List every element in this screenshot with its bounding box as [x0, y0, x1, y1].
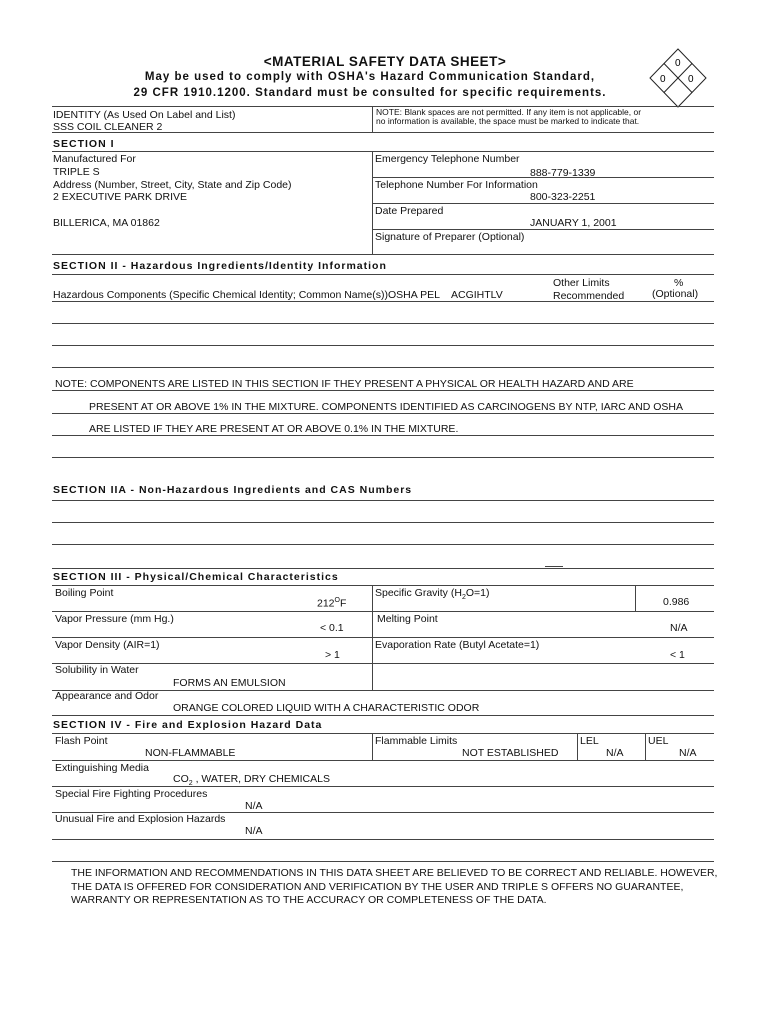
diamond-right-value: 0 [688, 74, 694, 85]
evaporation-rate-value: < 1 [670, 649, 685, 661]
emergency-value: 888-779-1339 [530, 167, 596, 179]
subtitle-line-2: 29 CFR 1910.1200. Standard must be consulted for specific requirements. [133, 87, 607, 99]
disclaimer-line-1: THE INFORMATION AND RECOMMENDATIONS IN THIS DATA SHEET ARE BELIEVED TO BE CORRECT AND RELIABLE. HOWEVER, [71, 867, 718, 879]
vapor-density-value: > 1 [325, 649, 340, 661]
appearance-value: ORANGE COLORED LIQUID WITH A CHARACTERISTIC ODOR [173, 702, 480, 714]
col-recommended-header: Recommended [553, 290, 625, 302]
special-procedures-label: Special Fire Fighting Procedures [55, 788, 208, 800]
special-procedures-value: N/A [245, 800, 263, 812]
col-optional-header: (Optional) [652, 288, 699, 300]
lel-value: N/A [606, 747, 624, 759]
manufactured-label: Manufactured For [53, 153, 136, 165]
vapor-pressure-value: < 0.1 [320, 622, 344, 634]
note-blank-line-1: NOTE: Blank spaces are not permitted. If any item is not applicable, or [376, 107, 642, 117]
melting-point-label: Melting Point [377, 613, 438, 625]
emergency-label: Emergency Telephone Number [375, 153, 520, 165]
unusual-hazards-value: N/A [245, 825, 263, 837]
disclaimer-line-2: THE DATA IS OFFERED FOR CONSIDERATION AND VERIFICATION BY THE USER AND TRIPLE S OFFERS NO GUARANTEE, [71, 881, 684, 893]
col-components-header: Hazardous Components (Specific Chemical Identity; Common Name(s)) [53, 289, 388, 301]
document-title: <MATERIAL SAFETY DATA SHEET> [263, 54, 507, 69]
section-4-title: SECTION IV - Fire and Explosion Hazard Data [53, 719, 323, 731]
flammable-limits-label: Flammable Limits [375, 735, 458, 747]
date-value: JANUARY 1, 2001 [530, 217, 617, 229]
col-percent-header: % [674, 277, 684, 289]
boiling-point-label: Boiling Point [55, 587, 114, 599]
address-line-2: BILLERICA, MA 01862 [53, 217, 160, 229]
hazard-diamond-icon [646, 46, 710, 110]
extinguishing-media-label: Extinguishing Media [55, 762, 149, 774]
appearance-label: Appearance and Odor [55, 690, 159, 702]
solubility-value: FORMS AN EMULSION [173, 677, 286, 689]
solubility-label: Solubility in Water [55, 664, 139, 676]
diamond-left-value: 0 [660, 74, 666, 85]
disclaimer-line-3: WARRANTY OR REPRESENTATION AS TO THE ACCURACY OR COMPLETENESS OF THE DATA. [71, 894, 547, 906]
section-2a-title: SECTION IIA - Non-Hazardous Ingredients and CAS Numbers [53, 484, 413, 496]
col-other-limits-header: Other Limits [553, 277, 610, 289]
boiling-point-value: $212^OF$ [317, 597, 347, 610]
date-label: Date Prepared [375, 205, 444, 217]
address-label: Address (Number, Street, City, State and Zip Code) [53, 179, 292, 191]
uel-value: N/A [679, 747, 697, 759]
specific-gravity-value: 0.986 [663, 596, 690, 608]
section-2-title: SECTION II - Hazardous Ingredients/Identity Information [53, 260, 387, 272]
note-blank-line-2: no information is available, the space must be marked to indicate that. [376, 116, 640, 126]
address-line-1: 2 EXECUTIVE PARK DRIVE [53, 191, 188, 203]
flammable-limits-value: NOT ESTABLISHED [462, 747, 559, 759]
evaporation-rate-label: Evaporation Rate (Butyl Acetate=1) [375, 639, 540, 651]
signature-label: Signature of Preparer (Optional) [375, 231, 525, 243]
phone-label: Telephone Number For Information [375, 179, 538, 191]
flash-point-value: NON-FLAMMABLE [145, 747, 236, 759]
melting-point-value: N/A [670, 622, 688, 634]
section-1-title: SECTION I [53, 138, 115, 150]
vapor-pressure-label: Vapor Pressure (mm Hg.) [55, 613, 174, 625]
specific-gravity-label: Specific Gravity $(H_2O=1)$ [375, 587, 490, 602]
components-note-line-3: ARE LISTED IF THEY ARE PRESENT AT OR ABOVE 0.1% IN THE MIXTURE. [89, 423, 459, 435]
diamond-top-value: 0 [675, 58, 681, 69]
vapor-density-label: Vapor Density (AIR=1) [55, 639, 160, 651]
subtitle-line-1: May be used to comply with OSHA's Hazard Communication Standard, [144, 71, 596, 83]
col-osha-header: OSHA PEL [388, 289, 440, 301]
manufacturer-value: TRIPLE S [53, 166, 100, 178]
unusual-hazards-label: Unusual Fire and Explosion Hazards [55, 813, 226, 825]
identity-label: IDENTITY (As Used On Label and List) [53, 109, 236, 121]
col-acgih-header: ACGIHTLV [451, 289, 503, 301]
components-note-line-2: PRESENT AT OR ABOVE 1% IN THE MIXTURE. COMPONENTS IDENTIFIED AS CARCINOGENS BY NTP, IARC AND OSHA [89, 401, 683, 413]
section-3-title: SECTION III - Physical/Chemical Characteristics [53, 571, 339, 583]
uel-label: UEL [648, 735, 669, 747]
lel-label: LEL [580, 735, 599, 747]
flash-point-label: Flash Point [55, 735, 108, 747]
identity-value: SSS COIL CLEANER 2 [53, 121, 163, 133]
phone-value: 800-323-2251 [530, 191, 596, 203]
extinguishing-media-value: $CO_2$ , WATER, DRY CHEMICALS [173, 773, 330, 788]
components-note-line-1: NOTE: COMPONENTS ARE LISTED IN THIS SECTION IF THEY PRESENT A PHYSICAL OR HEALTH HAZARD AND ARE [55, 378, 634, 390]
